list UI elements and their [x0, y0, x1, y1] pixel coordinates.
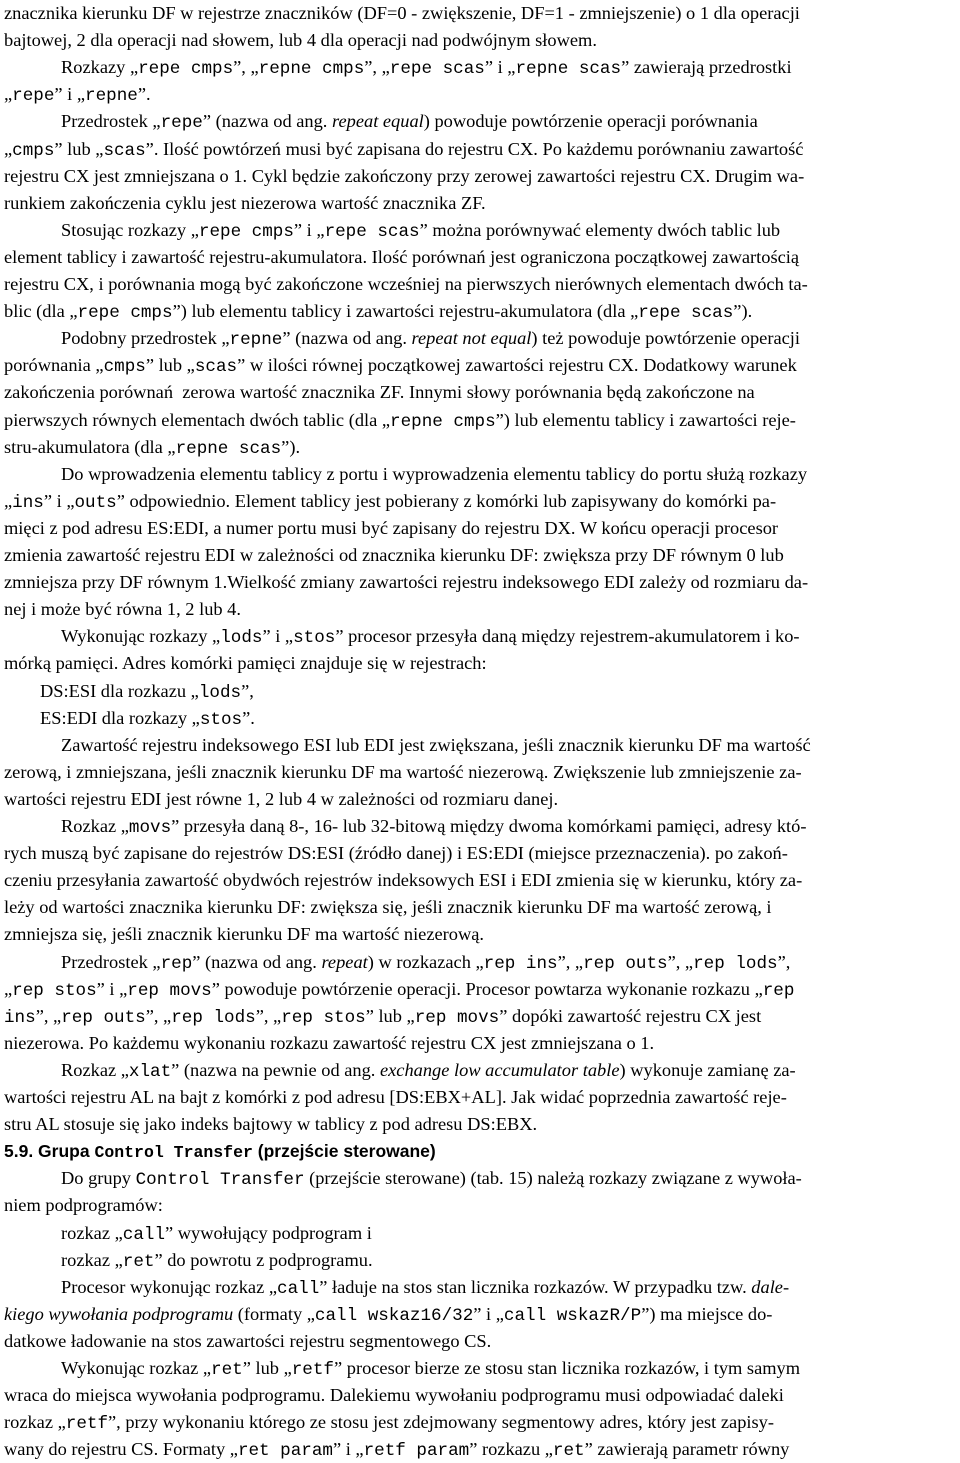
code-span: Control Transfer	[94, 1143, 253, 1163]
text-span: stru-akumulatora (dla „	[4, 436, 176, 457]
text-line	[0, 650, 960, 677]
text-span: ”).	[733, 301, 753, 322]
text-span: ” (nazwa na pewnie od ang.	[171, 1059, 380, 1080]
text-line	[0, 1382, 960, 1409]
text-line	[0, 976, 960, 1003]
text-line	[0, 949, 960, 976]
italic-span: repeat equal	[332, 111, 424, 132]
code-span: Control Transfer	[135, 1170, 305, 1191]
code-span: rep outs	[583, 953, 668, 974]
text-span: Wykonując rozkazy „	[61, 626, 221, 647]
text-line	[0, 596, 960, 623]
text-span: „	[4, 490, 13, 511]
text-span: ” i „	[484, 57, 516, 78]
text-line	[0, 542, 960, 569]
text-span: ”, „	[557, 951, 584, 972]
text-span: ” w ilości równej początkowej zawartości rejestru CX. Dodatkowy warunek	[237, 355, 797, 376]
text-span: ” i „	[293, 219, 325, 240]
text-line	[0, 325, 960, 352]
text-span: element tablicy i zawartość rejestru-akumulatora. Ilość porównań jest ograniczona początkowej zawartością	[4, 246, 800, 267]
text-span: Stosując rozkazy „	[61, 219, 199, 240]
code-span: outs	[74, 492, 117, 513]
text-span: ”) lub elementu tablicy i zawartości rejestru-akumulatora (dla „	[172, 301, 639, 322]
text-span: ”. Ilość powtórzeń musi być zapisana do rejestru CX. Po każdemu porównaniu zawartość	[145, 138, 804, 159]
text-span: ” lub „	[365, 1005, 415, 1026]
text-line	[0, 407, 960, 434]
code-span: rep outs	[61, 1007, 146, 1028]
text-span: rozkaz „	[61, 1222, 123, 1243]
text-span: „	[4, 84, 13, 105]
text-span: stru AL stosuje się jako indeks bajtowy w tablicy z pod adresu DS:EBX.	[4, 1114, 538, 1135]
text-span: wartości rejestru EDI jest równe 1, 2 lub 4 w zależności od rozmiaru danej.	[4, 788, 559, 809]
text-line	[0, 0, 960, 27]
text-span: ” lub „	[145, 355, 195, 376]
text-span: ) w rozkazach „	[367, 951, 484, 972]
text-span: ” można porównywać elementy dwóch tablic lub	[419, 219, 781, 240]
text-span: ” odpowiednio. Element tablicy jest pobierany z komórki lub zapisywany do komórki pa-	[116, 490, 777, 511]
text-line	[0, 434, 960, 461]
text-span: Rozkaz „	[61, 1059, 129, 1080]
text-line	[0, 786, 960, 813]
text-span: „	[4, 978, 13, 999]
text-line	[0, 27, 960, 54]
text-span: ) wykonuje zamianę za-	[619, 1059, 796, 1080]
text-line	[0, 1409, 960, 1436]
text-line	[0, 840, 960, 867]
text-line	[0, 1355, 960, 1382]
text-span: ”) lub elementu tablicy i zawartości reje-	[495, 409, 796, 430]
text-line	[0, 759, 960, 786]
text-span: wraca do miejsca wywołania podprogramu. Dalekiemu wywołaniu podprogramu musi odpowiadać daleki	[4, 1385, 784, 1406]
text-span: porównania „	[4, 355, 104, 376]
text-line	[0, 352, 960, 379]
code-span: rep ins	[483, 953, 558, 974]
code-span: repe	[12, 86, 55, 107]
code-span: scas	[194, 357, 238, 378]
text-span: ” i „	[473, 1303, 504, 1324]
text-line	[0, 623, 960, 650]
text-span: rych muszą być zapisane do rejestrów DS:ESI (źródło danej) i ES:EDI (miejsce przeznaczenia). po zakoń-	[4, 843, 788, 864]
text-line	[0, 108, 960, 135]
text-span: niezerowa. Po każdemu wykonaniu rozkazu zawartość rejestru CX jest zmniejszana o 1.	[4, 1032, 655, 1053]
code-span: repne	[85, 86, 138, 107]
text-span: zmienia zawartość rejestru EDI w zależności od znacznika kierunku DF: zwiększa przy DF równym 0 lub	[4, 545, 784, 565]
text-span: ES:EDI dla rozkazy „	[40, 707, 200, 728]
code-span: repe scas	[389, 59, 485, 80]
text-span: ”, „	[35, 1005, 62, 1026]
text-line	[0, 678, 960, 705]
text-span: ” lub „	[242, 1358, 292, 1378]
text-line	[0, 1111, 960, 1138]
text-line	[0, 1247, 960, 1274]
italic-span: repeat	[321, 951, 368, 972]
italic-span: kiego wywołania podprogramu	[4, 1303, 234, 1324]
text-span: Procesor wykonując rozkaz „	[61, 1276, 278, 1297]
code-span: repe	[160, 113, 203, 134]
text-span: mięci z pod adresu ES:EDI, a numer portu musi być zapisany do rejestru DX. W końcu operacji procesor	[4, 517, 779, 538]
text-span: ”,	[777, 951, 791, 972]
text-span: ”, „	[233, 57, 259, 78]
code-span: repne cmps	[390, 411, 496, 432]
code-span: repne	[229, 330, 283, 351]
code-span: rep stos	[281, 1007, 366, 1028]
text-span: ” lub „	[54, 138, 104, 159]
code-span: lods	[198, 682, 242, 703]
text-span: ”) ma miejsce do-	[641, 1303, 773, 1324]
code-span: repe cmps	[138, 59, 234, 80]
text-span: rozkaz „	[61, 1249, 123, 1270]
code-span: repe cmps	[198, 221, 294, 242]
text-span: ”.	[137, 84, 151, 105]
text-line	[0, 190, 960, 217]
code-span: repe scas	[638, 303, 734, 324]
code-span: call	[277, 1278, 320, 1299]
code-span: xlat	[128, 1061, 172, 1082]
text-line	[0, 867, 960, 894]
text-span: runkiem zakończenia cyklu jest niezerowa wartość znacznika ZF.	[4, 192, 486, 213]
text-span: ” wywołujący podprogram i	[165, 1222, 372, 1243]
text-line	[0, 813, 960, 840]
section-heading	[0, 1138, 960, 1165]
text-span: ” (nazwa od ang.	[202, 111, 332, 132]
code-span: retf param	[363, 1441, 470, 1462]
text-span: ” i „	[262, 626, 294, 647]
text-span: zmniejsza przy DF równym 1.Wielkość zmiany zawartości rejestru indeksowego EDI zależy od rozmiaru da-	[4, 572, 809, 593]
text-span: ” przesyła daną 8-, 16- lub 32-bitową między dwoma komórkami pamięci, adresy któ-	[171, 816, 807, 836]
text-span: wartości rejestru AL na bajt z komórki z pod adresu [DS:EBX+AL]. Jak widać poprzednia zawartość reje-	[4, 1087, 787, 1107]
text-line	[0, 515, 960, 542]
code-span: repe scas	[324, 221, 420, 242]
text-line	[0, 54, 960, 81]
text-line	[0, 921, 960, 948]
text-span: ” powoduje powtórzenie operacji. Procesor powtarza wykonanie rozkazu „	[211, 978, 763, 999]
text-line	[0, 732, 960, 759]
text-line	[0, 1057, 960, 1084]
code-span: rep movs	[414, 1007, 500, 1028]
code-span: repe cmps	[77, 303, 173, 324]
text-span: ” procesor przesyła daną między rejestrem-akumulatorem i ko-	[335, 626, 800, 647]
text-span: ”, „	[364, 57, 390, 78]
text-span: niem podprogramów:	[4, 1195, 163, 1216]
text-span: zerową, i zmniejszana, jeśli znacznik kierunku DF ma wartość niezerową. Zwiększenie lub zmniejszenie za-	[4, 761, 802, 782]
text-line	[0, 569, 960, 596]
text-span: Wykonując rozkaz „	[61, 1358, 212, 1378]
text-span: zmniejsza się, jeśli znacznik kierunku DF ma wartość niezerową.	[4, 924, 485, 945]
text-span: ” zawierają parametr równy	[584, 1439, 790, 1460]
code-span: ret	[122, 1251, 155, 1272]
text-span: ”).	[281, 436, 301, 457]
text-span: Rozkazy „	[61, 57, 139, 78]
code-span: lods	[220, 628, 263, 649]
text-span: ” ładuje na stos stan licznika rozkazów. W przypadku tzw.	[319, 1276, 752, 1297]
code-span: ret param	[237, 1441, 333, 1462]
text-span: Przedrostek „	[61, 951, 161, 972]
code-span: repne scas	[515, 59, 622, 80]
code-span: scas	[103, 140, 146, 161]
italic-span: exchange low accumulator table	[379, 1059, 620, 1080]
text-span: ”, przy wykonaniu którego ze stosu jest zdejmowany segmentowy adres, który jest zapisy-	[108, 1412, 774, 1433]
code-span: call wskazR/P	[503, 1305, 642, 1326]
text-span: datkowe ładowanie na stos zawartości rejestru segmentowego CS.	[4, 1330, 492, 1351]
text-span: rejestru CX, i porównania mogą być zakończone wcześniej na pierwszych nierównych elementach dwóch ta-	[4, 274, 808, 294]
text-span: (formaty „	[233, 1303, 315, 1324]
code-span: ins	[12, 492, 44, 513]
text-span: ) też powoduje powtórzenie operacji	[531, 328, 800, 349]
text-span: pierwszych równych elementach dwóch tablic (dla „	[4, 409, 391, 430]
code-span: cmps	[12, 140, 55, 161]
code-span: stos	[199, 709, 243, 730]
text-line	[0, 488, 960, 515]
text-span: zakończenia porównań zerowa wartość znacznika ZF. Innymi słowy porównania będą zakończone na	[4, 382, 755, 403]
text-line	[0, 244, 960, 271]
text-line	[0, 461, 960, 488]
text-span: DS:ESI dla rozkazu „	[40, 680, 199, 701]
text-span: 5.9. Grupa	[4, 1141, 95, 1162]
text-line	[0, 894, 960, 921]
text-span: Zawartość rejestru indeksowego ESI lub EDI jest zwiększana, jeśli znacznik kierunku DF ma wartość	[61, 734, 811, 755]
text-span: znacznika kierunku DF w rejestrze znaczników (DF=0 - zwiększenie, DF=1 - zmniejszenie) o 1 dla operacji	[4, 3, 800, 23]
text-span: (przejście sterowane)	[252, 1141, 436, 1162]
code-span: rep	[160, 953, 193, 974]
code-span: rep stos	[12, 980, 97, 1001]
text-span: ” zawierają przedrostki	[621, 57, 792, 78]
text-span: „	[4, 138, 13, 159]
text-line	[0, 1030, 960, 1057]
text-line	[0, 705, 960, 732]
text-line	[0, 1436, 960, 1463]
code-span: call	[122, 1224, 165, 1245]
text-line	[0, 1165, 960, 1192]
code-span: ret	[211, 1360, 243, 1380]
text-span: Do wprowadzenia elementu tablicy z portu i wyprowadzenia elementu tablicy do portu służą rozkazy	[61, 463, 808, 484]
text-line	[0, 81, 960, 108]
text-span: Przedrostek „	[61, 111, 161, 132]
text-line	[0, 1084, 960, 1111]
text-span: ” rozkazu „	[469, 1439, 553, 1460]
italic-span: dale-	[751, 1276, 790, 1297]
text-line	[0, 1192, 960, 1219]
text-span: blic (dla „	[4, 301, 78, 322]
code-span: rep movs	[127, 980, 212, 1001]
text-span: Do grupy	[61, 1168, 136, 1189]
text-span: ” i „	[96, 978, 128, 999]
text-span: ”, „	[255, 1005, 282, 1026]
text-span: ”, „	[145, 1005, 172, 1026]
code-span: rep lods	[693, 953, 778, 974]
text-span: rozkaz „	[4, 1412, 66, 1433]
text-span: leży od wartości znacznika kierunku DF: zwiększa się, jeśli znacznik kierunku DF ma wartość zerową, i	[4, 897, 772, 918]
code-span: repne cmps	[258, 59, 365, 80]
text-span: rejestru CX jest zmniejszana o 1. Cykl będzie zakończony przy zerowej zawartości rejestru CX. Drugim wa-	[4, 165, 805, 186]
text-span: wany do rejestru CS. Formaty „	[4, 1439, 238, 1460]
italic-span: repeat not equal	[411, 328, 532, 349]
text-line	[0, 136, 960, 163]
text-line	[0, 379, 960, 406]
code-span: retf	[291, 1360, 334, 1380]
code-span: stos	[293, 628, 336, 649]
text-span: ” i „	[332, 1439, 364, 1460]
text-span: Rozkaz „	[61, 816, 129, 836]
code-span: repne scas	[175, 438, 282, 459]
text-span: ” (nazwa od ang.	[282, 328, 412, 349]
text-line	[0, 1003, 960, 1030]
text-span: ) powoduje powtórzenie operacji porównania	[423, 111, 758, 132]
code-span: rep lods	[171, 1007, 256, 1028]
code-span: rep	[762, 980, 795, 1001]
text-line	[0, 217, 960, 244]
text-span: ”.	[242, 707, 255, 728]
code-span: call wskaz16/32	[314, 1305, 474, 1326]
text-span: ” procesor bierze ze stosu stan licznika rozkazów, i tym samym	[333, 1358, 801, 1378]
text-span: ” dopóki zawartość rejestru CX jest	[499, 1005, 762, 1026]
text-span: nej i może być równa 1, 2 lub 4.	[4, 599, 241, 620]
text-line	[0, 298, 960, 325]
code-span: ins	[4, 1007, 36, 1028]
text-line	[0, 163, 960, 190]
text-line	[0, 1301, 960, 1328]
text-span: ”, „	[667, 951, 694, 972]
text-span: ”,	[241, 680, 254, 701]
code-span: movs	[128, 818, 172, 838]
text-span: ” i „	[43, 490, 75, 511]
text-span: mórką pamięci. Adres komórki pamięci znajduje się w rejestrach:	[4, 653, 487, 674]
text-line	[0, 1220, 960, 1247]
text-span: ” i „	[54, 84, 86, 105]
text-line	[0, 1274, 960, 1301]
code-span: retf	[65, 1414, 108, 1435]
text-span: bajtowej, 2 dla operacji nad słowem, lub 4 dla operacji nad podwójnym słowem.	[4, 30, 597, 51]
text-span: czeniu przesyłania zawartość obydwóch rejestrów indeksowych ESI i EDI zmienia się w kierunku, który za-	[4, 870, 803, 891]
text-line	[0, 1328, 960, 1355]
text-line	[0, 271, 960, 298]
text-span: (przejście sterowane) (tab. 15) należą rozkazy związane z wywoła-	[304, 1168, 802, 1189]
text-span: ” do powrotu z podprogramu.	[154, 1249, 373, 1270]
code-span: ret	[552, 1441, 585, 1462]
code-span: cmps	[103, 357, 146, 378]
text-span: Podobny przedrostek „	[61, 328, 230, 349]
text-span: ” (nazwa od ang.	[192, 951, 322, 972]
